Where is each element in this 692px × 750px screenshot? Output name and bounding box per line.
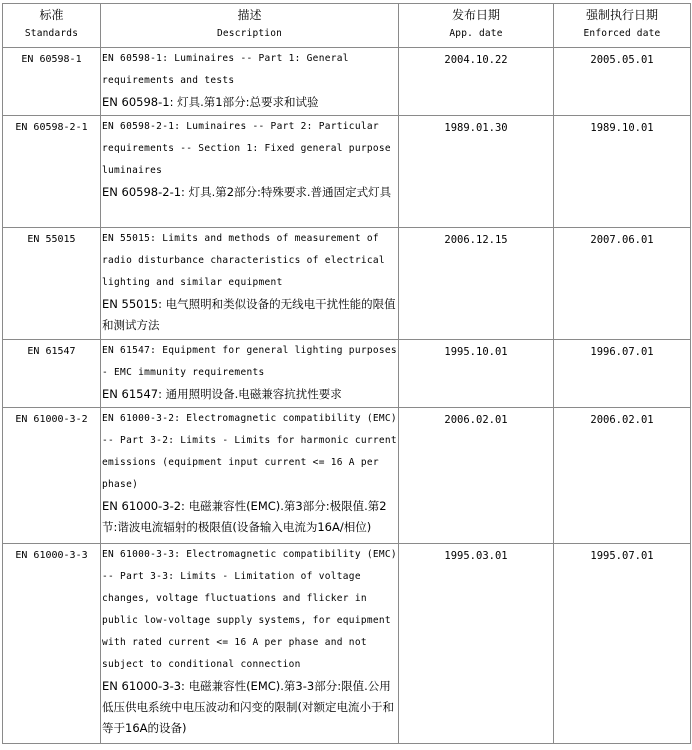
table-row xyxy=(3,48,691,116)
app-date-cell xyxy=(399,48,554,116)
standard-cell xyxy=(3,228,101,340)
description-cell xyxy=(101,116,399,228)
header-description-zh: 描述 xyxy=(237,8,262,22)
enforced-date: 2006.02.01 xyxy=(590,414,654,426)
description-en: EN 61000-3-3: Electromagnetic compatibility (EMC) -- Part 3-3: Limits - Limitation of voltage changes, voltage fluctuations and flicker in public low-voltage supply systems, for equipment with rated current <= 16 A per phase and not subject to conditional connection xyxy=(102,549,397,670)
app-date-cell xyxy=(399,408,554,544)
description-zh: EN 60598-2-1: 灯具.第2部分:特殊要求.普通固定式灯具 xyxy=(102,185,392,199)
description-cell xyxy=(101,48,399,116)
standard-code: EN 61547 xyxy=(27,346,76,357)
description-zh: EN 61000-3-3: 电磁兼容性(EMC).第3-3部分:限值.公用低压供电系统中电压波动和闪变的限制(对额定电流小于和等于16A的设备) xyxy=(102,679,394,735)
description-zh: EN 55015: 电气照明和类似设备的无线电干扰性能的限值和测试方法 xyxy=(102,297,396,332)
description-zh: EN 61547: 通用照明设备.电磁兼容抗扰性要求 xyxy=(102,387,342,401)
description-cell xyxy=(101,228,399,340)
enforced-date: 2005.05.01 xyxy=(590,54,654,66)
description-zh: EN 60598-1: 灯具.第1部分:总要求和试验 xyxy=(102,95,319,109)
standard-cell xyxy=(3,340,101,408)
app-date-cell xyxy=(399,228,554,340)
enforced-date: 1989.10.01 xyxy=(590,122,654,134)
app-date: 1995.03.01 xyxy=(444,550,508,562)
header-standards-en: Standards xyxy=(24,28,79,39)
header-app-date-zh: 发布日期 xyxy=(451,8,500,22)
description-en: EN 61000-3-2: Electromagnetic compatibility (EMC) -- Part 3-2: Limits - Limits for harmonic current emissions (equipment input current <= 16 A per phase) xyxy=(102,413,397,490)
description-zh: EN 61000-3-2: 电磁兼容性(EMC).第3部分:极限值.第2节:谐波电流辐射的极限值(设备输入电流为16A/相位) xyxy=(102,499,387,534)
description-en: EN 61547: Equipment for general lighting purposes - EMC immunity requirements xyxy=(102,345,397,378)
app-date: 2006.02.01 xyxy=(444,414,508,426)
standard-code: EN 60598-2-1 xyxy=(15,122,88,133)
standard-cell xyxy=(3,48,101,116)
app-date-cell xyxy=(399,544,554,744)
description-cell xyxy=(101,408,399,544)
description-cell xyxy=(101,544,399,744)
header-enforced-date-zh: 强制执行日期 xyxy=(585,8,658,22)
enforced-date: 1996.07.01 xyxy=(590,346,654,358)
table-row xyxy=(3,340,691,408)
header-standards-zh: 标准 xyxy=(39,8,64,22)
app-date: 1989.01.30 xyxy=(444,122,508,134)
standard-cell xyxy=(3,408,101,544)
enforced-date-cell xyxy=(554,228,691,340)
app-date: 2006.12.15 xyxy=(444,234,508,246)
enforced-date-cell xyxy=(554,340,691,408)
table-row xyxy=(3,544,691,744)
header-standards xyxy=(3,4,101,48)
standard-code: EN 55015 xyxy=(27,234,76,245)
enforced-date-cell xyxy=(554,116,691,228)
enforced-date-cell xyxy=(554,408,691,544)
enforced-date: 1995.07.01 xyxy=(590,550,654,562)
standard-code: EN 61000-3-2 xyxy=(15,414,88,425)
enforced-date-cell xyxy=(554,544,691,744)
app-date: 1995.10.01 xyxy=(444,346,508,358)
description-en: EN 60598-1: Luminaires -- Part 1: General requirements and tests xyxy=(102,53,349,86)
app-date-cell xyxy=(399,116,554,228)
table-row xyxy=(3,228,691,340)
app-date: 2004.10.22 xyxy=(444,54,508,66)
standard-cell xyxy=(3,116,101,228)
description-en: EN 60598-2-1: Luminaires -- Part 2: Particular requirements -- Section 1: Fixed general purpose luminaires xyxy=(102,121,391,176)
table-row xyxy=(3,116,691,228)
standards-table xyxy=(2,3,691,744)
header-enforced-date xyxy=(554,4,691,48)
table-header-row xyxy=(3,4,691,48)
app-date-cell xyxy=(399,340,554,408)
header-description xyxy=(101,4,399,48)
header-app-date xyxy=(399,4,554,48)
header-app-date-en: App. date xyxy=(449,28,503,39)
standard-code: EN 60598-1 xyxy=(21,54,82,65)
header-enforced-date-en: Enforced date xyxy=(583,28,661,39)
header-description-en: Description xyxy=(216,28,283,39)
description-en: EN 55015: Limits and methods of measurement of radio disturbance characteristics of electrical lighting and similar equipment xyxy=(102,233,385,288)
enforced-date: 2007.06.01 xyxy=(590,234,654,246)
enforced-date-cell xyxy=(554,48,691,116)
standard-cell xyxy=(3,544,101,744)
standard-code: EN 61000-3-3 xyxy=(15,550,88,561)
description-cell xyxy=(101,340,399,408)
table-row xyxy=(3,408,691,544)
